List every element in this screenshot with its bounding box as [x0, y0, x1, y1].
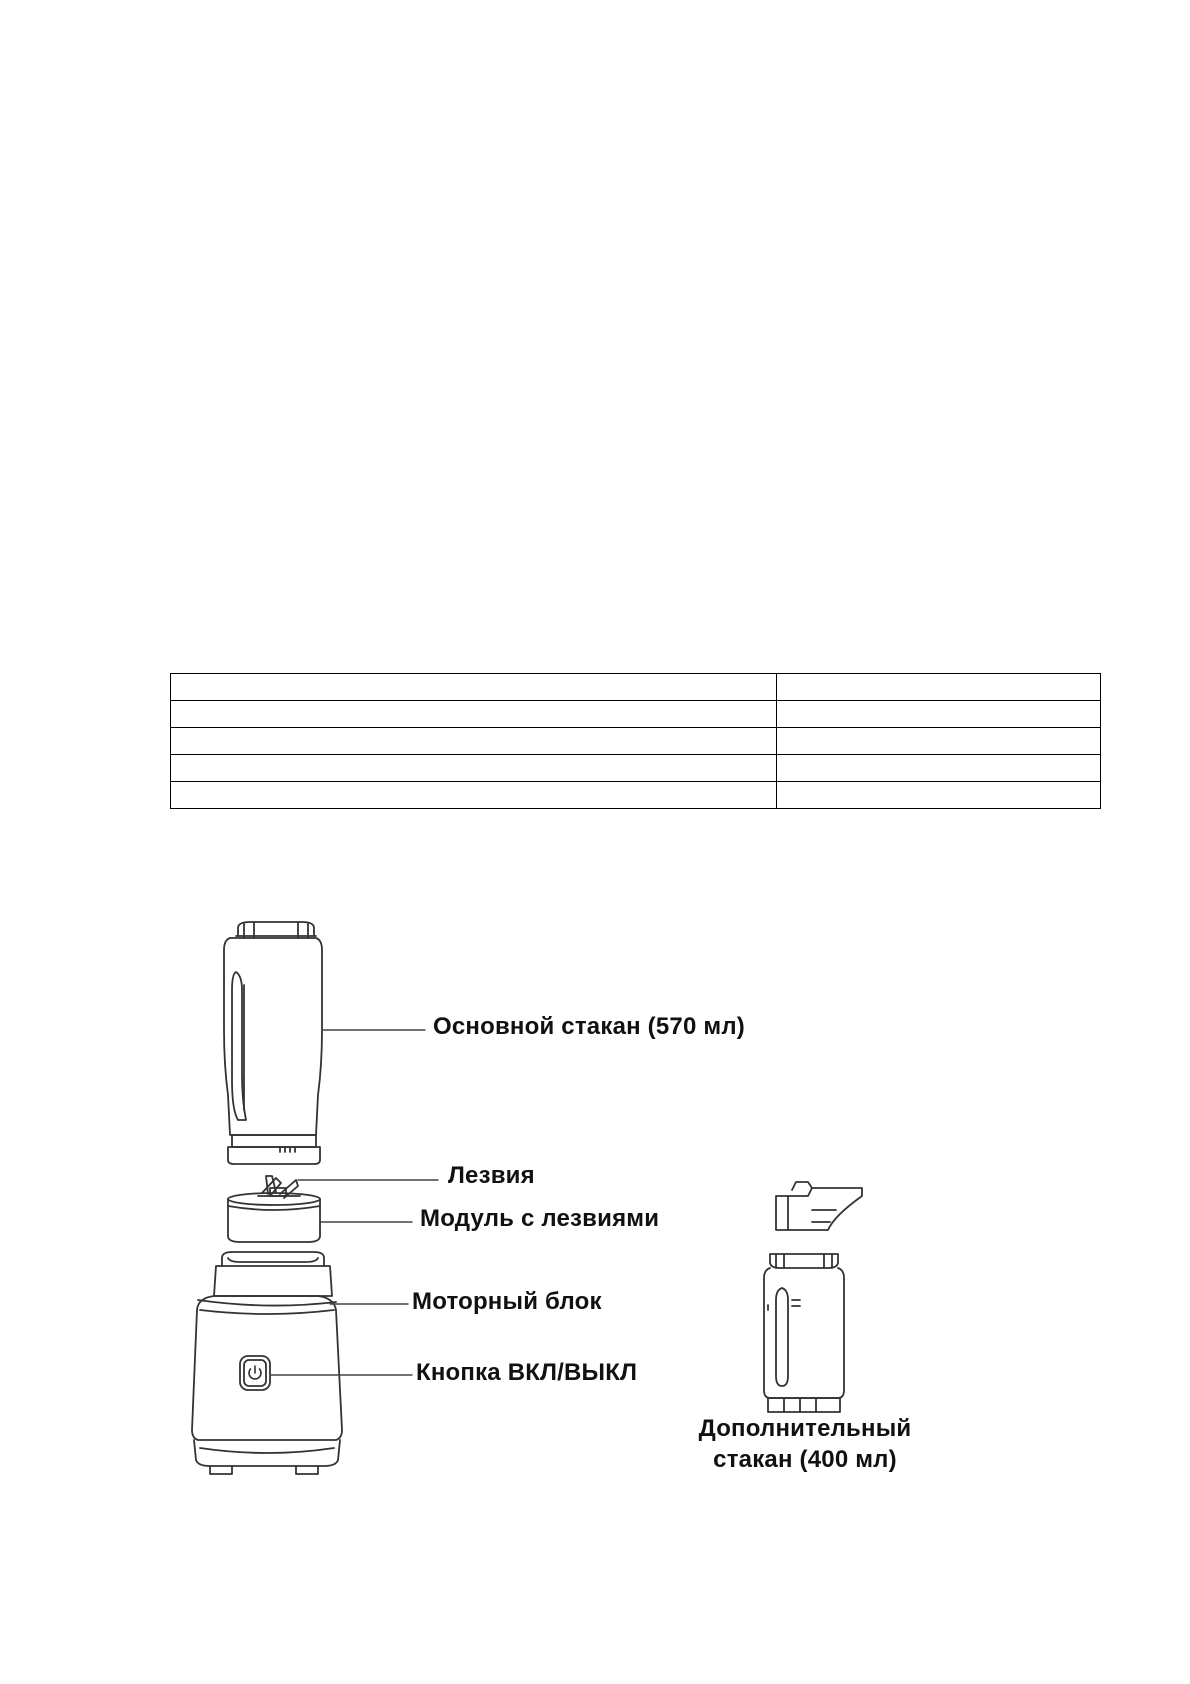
- label-extra-cup-line2: стакан (400 мл): [713, 1446, 897, 1473]
- label-motor-unit: Моторный блок: [412, 1288, 602, 1315]
- label-main-cup: Основной стакан (570 мл): [433, 1013, 745, 1040]
- label-power-button: Кнопка ВКЛ/ВЫКЛ: [416, 1359, 638, 1386]
- label-blades: Лезвия: [448, 1162, 535, 1189]
- motor-unit-illustration: [192, 1252, 342, 1474]
- leader-lines: [270, 1030, 438, 1375]
- secondary-cup-illustration: [764, 1254, 844, 1412]
- blade-module-illustration: [228, 1193, 320, 1242]
- blades-illustration: [258, 1176, 300, 1198]
- label-extra-cup-line1: Дополнительный: [698, 1415, 912, 1442]
- main-cup-illustration: [224, 922, 322, 1164]
- label-blade-module: Модуль с лезвиями: [420, 1205, 660, 1232]
- travel-lid-illustration: [776, 1182, 862, 1230]
- power-icon: [249, 1366, 261, 1379]
